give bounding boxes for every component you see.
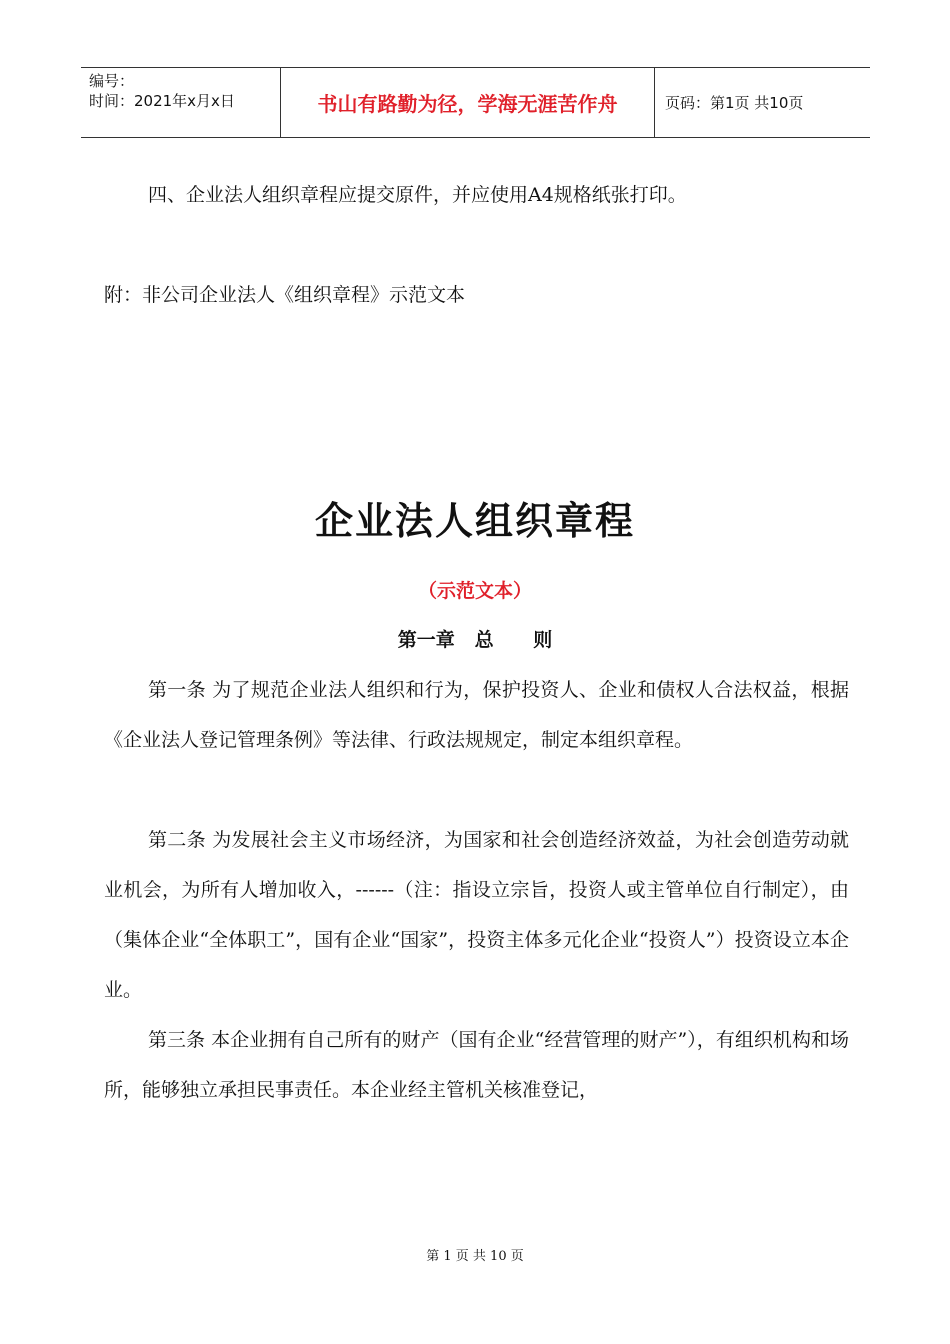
header-table (81, 67, 870, 138)
header-left-cell (81, 68, 281, 137)
article-1: 第一条 为了规范企业法人组织和行为，保护投资人、企业和债权人合法权益，根据《企业法人登记管理条例》等法律、行政法规规定，制定本组织章程。 (104, 679, 849, 751)
number-label: 编号： (89, 72, 135, 90)
attachment-note: 附：非公司企业法人《组织章程》示范文本 (104, 284, 466, 306)
page-footer: 第 1 页 共 10 页 (426, 1249, 524, 1264)
motto: 书山有路勤为径，学海无涯苦作舟 (281, 68, 655, 137)
article-3: 第三条 本企业拥有自己所有的财产（国有企业“经营管理的财产”），有组织机构和场所，能够独立承担民事责任。本企业经主管机关核准登记， (104, 1029, 849, 1101)
document-subtitle: （示范文本） (417, 580, 532, 602)
article-2: 第二条 为发展社会主义市场经济，为国家和社会创造经济效益，为社会创造劳动就业机会，为所有人增加收入，------（注：指设立宗旨，投资人或主管单位自行制定），由（集体企业“全体职工”，国有企业“国家”，投资主体多元化企业“投资人”）投资设立本企业。 (104, 829, 849, 1001)
intro-item-4: 四、企业法人组织章程应提交原件，并应使用A4规格纸张打印。 (148, 184, 687, 206)
time-label: 时间：2021年x月x日 (89, 92, 235, 110)
chapter-heading: 第一章 总 则 (397, 629, 553, 651)
page-info: 页码：第1页 共10页 (665, 94, 804, 112)
document-title: 企业法人组织章程 (314, 499, 635, 543)
